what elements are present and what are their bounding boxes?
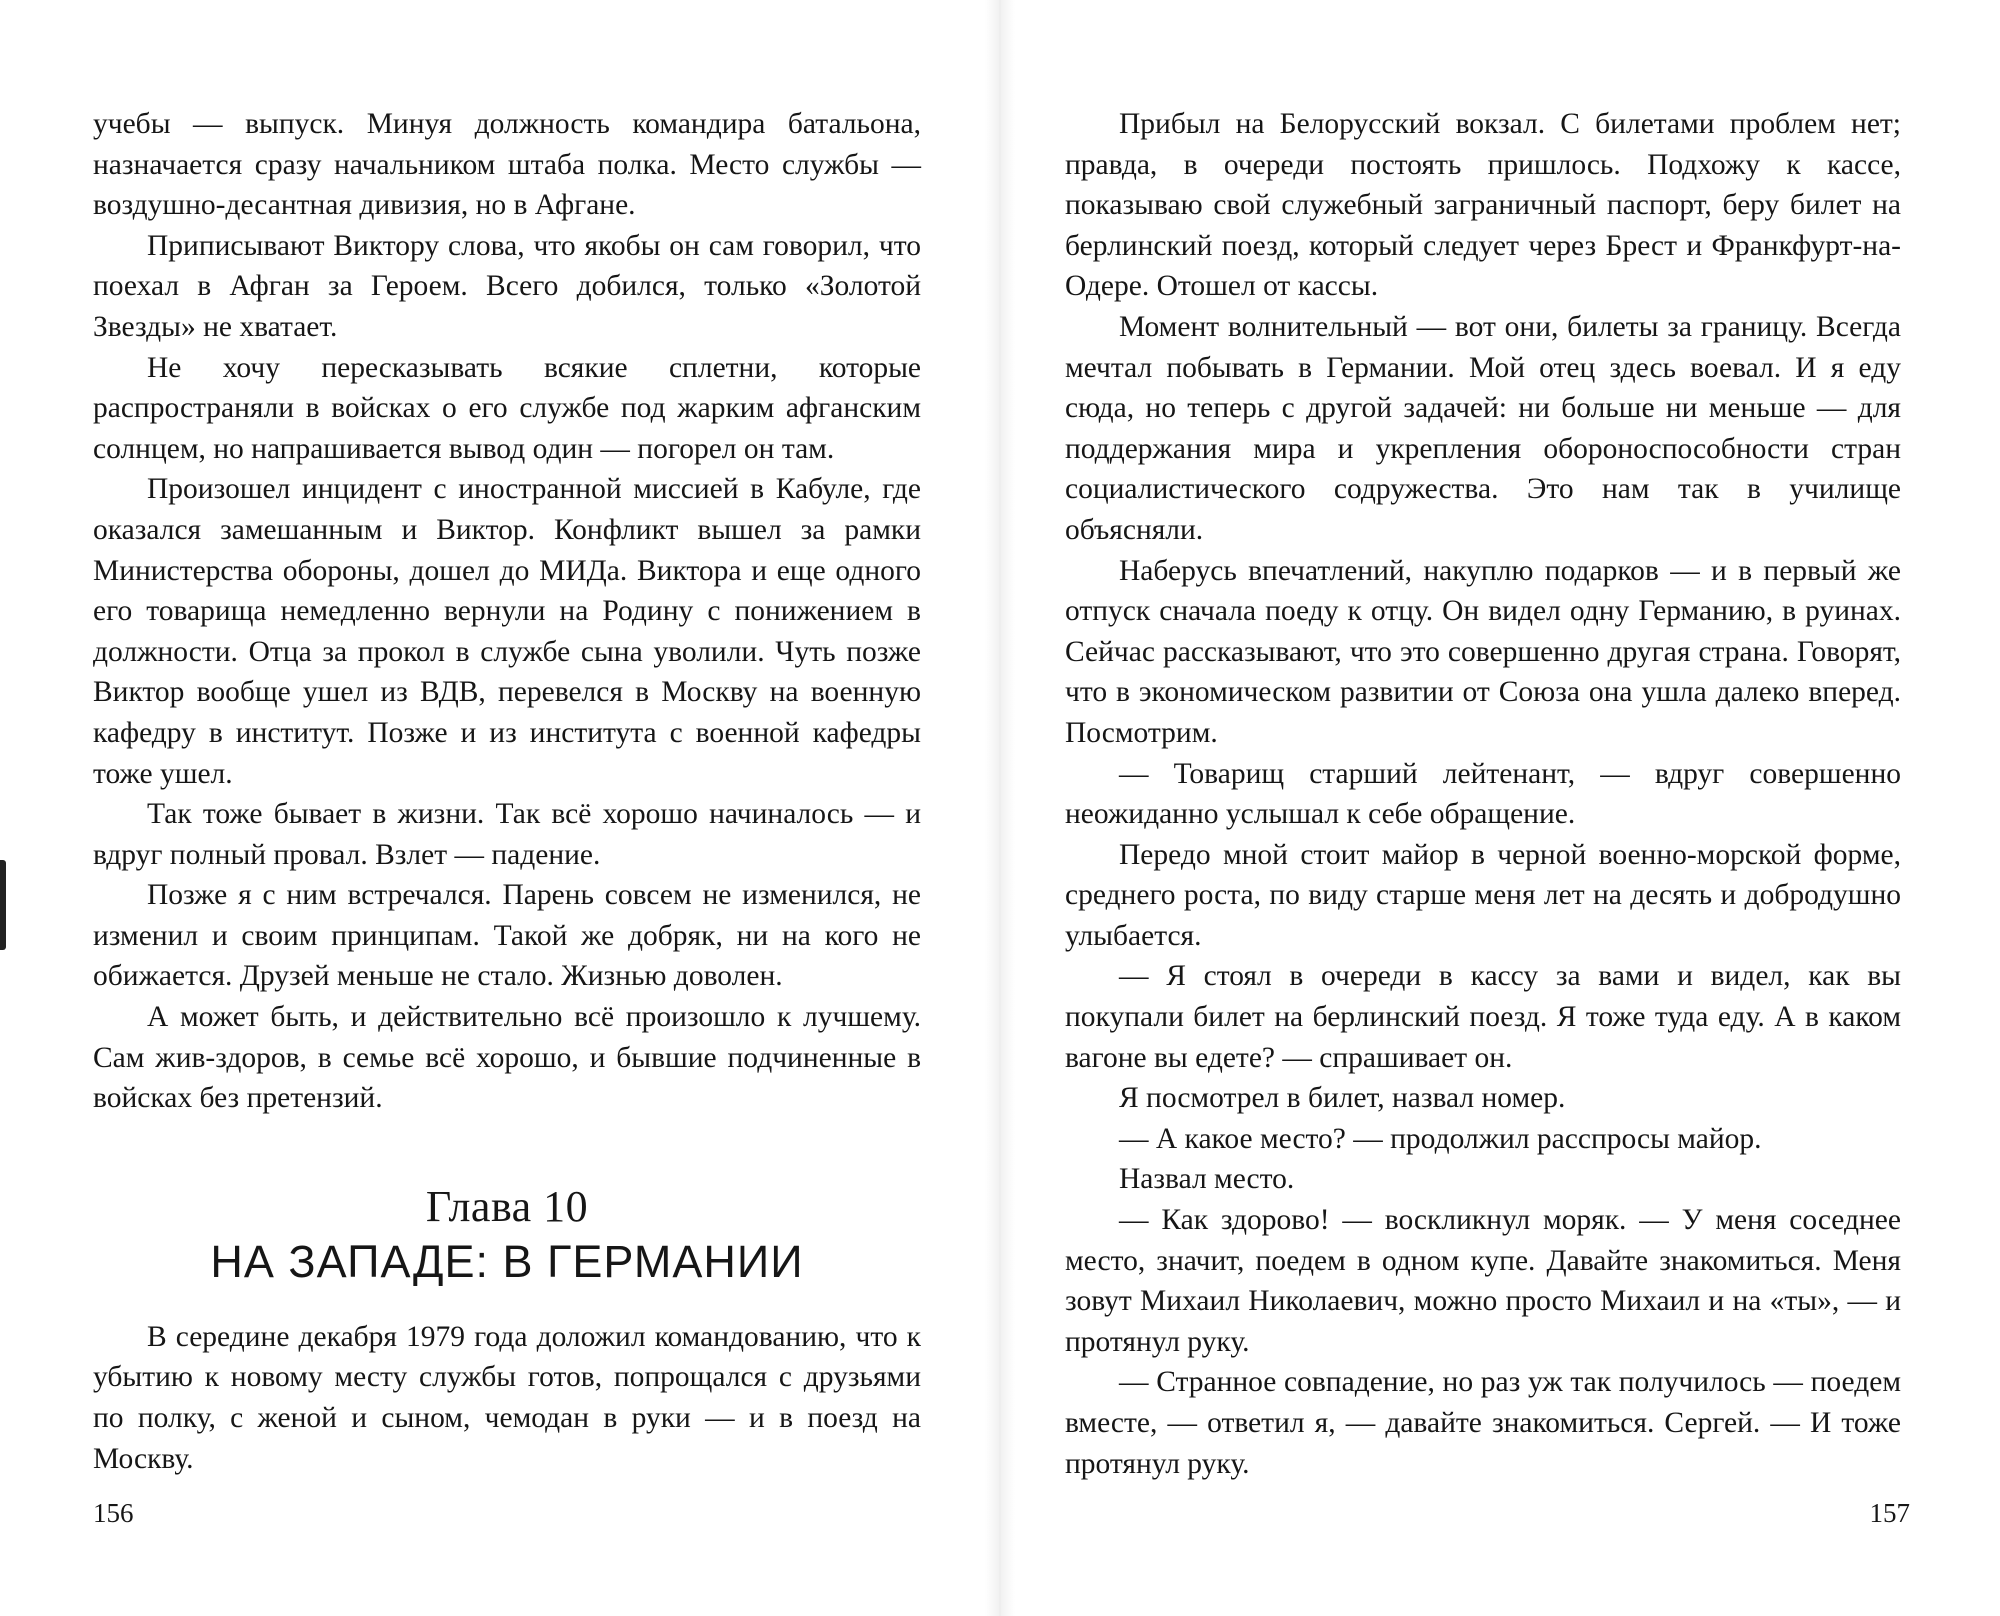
left-text-column	[93, 104, 921, 1479]
paragraph: — Странное совпадение, но раз уж так получилось — поедем вместе, — ответил я, — давайте знакомиться. Сергей. — И тоже протянул руку.	[1065, 1366, 1901, 1480]
paragraph: Наберусь впечатлений, накуплю подарков — и в первый же отпуск сначала поеду к отцу. Он видел одну Германию, в руинах. Сейчас рассказывают, что это совершенно другая страна. Говорят, что в экономическом развитии от Союза она ушла далеко вперед. Посмотрим.	[1065, 554, 1901, 749]
paragraph: В середине декабря 1979 года доложил командованию, что к убытию к новому месту службы готов, попрощался с друзьями по полку, с женой и сыном, чемодан в руки — и в поезд на Москву.	[93, 1320, 921, 1475]
paragraph: — Как здорово! — воскликнул моряк. — У меня соседнее место, значит, поедем в одном купе. Давайте знакомиться. Меня зовут Михаил Николаевич, можно просто Михаил и на «ты», — и протянул руку.	[1065, 1204, 1901, 1358]
paragraph: Произошел инцидент с иностранной миссией в Кабуле, где оказался замешанным и Виктор. Конфликт вышел за рамки Министерства обороны, дошел до МИДа. Виктора и еще одного его товарища немедленно вернули на Родину с понижением в должности. Отца за прокол в службе сына уволили. Чуть позже Виктор вообще ушел из ВДВ, перевелся в Москву на военную кафедру в институт. Позже и из института с военной кафедры тоже ушел.	[93, 473, 921, 790]
paragraph: Момент волнительный — вот они, билеты за границу. Всегда мечтал побывать в Германии. Мой отец здесь воевал. И я еду сюда, но теперь с другой задачей: ни больше ни меньше — для поддержания мира и укрепления обороноспособности стран социалистического содружества. Это нам так в училище объясняли.	[1065, 310, 1901, 546]
paragraph: А может быть, и действительно всё произошло к лучшему. Сам жив-здоров, в семье всё хорошо, и бывшие подчиненные в войсках без претензий.	[93, 1001, 921, 1115]
page-edge-mark	[0, 860, 6, 950]
paragraph: Я посмотрел в билет, назвал номер.	[1119, 1082, 1566, 1115]
page-number: 157	[1869, 1498, 1910, 1528]
paragraph: Так тоже бывает в жизни. Так всё хорошо начиналось — и вдруг полный провал. Взлет — падение.	[93, 798, 921, 871]
paragraph: Прибыл на Белорусский вокзал. С билетами проблем нет; правда, в очереди постоять пришлось. Подхожу к кассе, показываю свой служебный заграничный паспорт, беру билет на берлинский поезд, который следует через Брест и Франкфурт-на-Одере. Отошел от кассы.	[1065, 108, 1901, 303]
paragraph: Не хочу пересказывать всякие сплетни, которые распространяли в войсках о его службе под жарким афганским солнцем, но напрашивается вывод один — погорел он там.	[93, 351, 921, 465]
right-text-column	[1065, 104, 1901, 1484]
paragraph: — Я стоял в очереди в кассу за вами и видел, как вы покупали билет на берлинский поезд. Я тоже туда еду. А в каком вагоне вы едете? — спрашивает он.	[1065, 960, 1901, 1074]
page-number: 156	[93, 1498, 134, 1528]
paragraph: Приписывают Виктору слова, что якобы он сам говорил, что поехал в Афган за Героем. Всего добился, только «Золотой Звезды» не хватает.	[93, 229, 921, 343]
paragraph: учебы — выпуск. Минуя должность командира батальона, назначается сразу начальником штаба полка. Место службы — воздушно-десантная дивизия, но в Афгане.	[93, 108, 921, 222]
paragraph: — А какое место? — продолжил расспросы майор.	[1119, 1122, 1762, 1155]
paragraph: Передо мной стоит майор в черной военно-морской форме, среднего роста, по виду старше меня лет на десять и добродушно улыбается.	[1065, 838, 1901, 952]
chapter-number: Глава 10	[425, 1181, 589, 1231]
paragraph: Позже я с ним встречался. Парень совсем не изменился, не изменил и своим принципам. Такой же добряк, ни на кого не обижается. Друзей меньше не стало. Жизнью доволен.	[93, 879, 921, 993]
paragraph: Назвал место.	[1119, 1163, 1295, 1196]
chapter-heading	[93, 1181, 921, 1291]
chapter-title: НА ЗАПАДЕ: В ГЕРМАНИИ	[210, 1235, 804, 1287]
paragraph: — Товарищ старший лейтенант, — вдруг совершенно неожиданно услышал к себе обращение.	[1065, 757, 1901, 831]
right-page	[1000, 0, 2000, 1616]
